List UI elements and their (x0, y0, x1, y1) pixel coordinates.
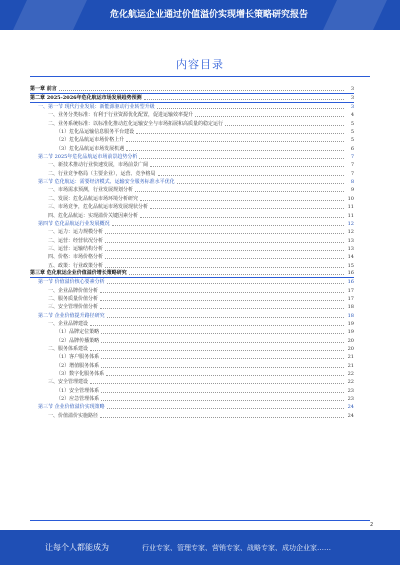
footer-roles: 行业专家、管理专家、营销专家、战略专家、成功企业家…… (142, 544, 331, 552)
toc-entry[interactable] (30, 253, 354, 261)
toc-leader-dots (100, 417, 344, 418)
toc-entry[interactable] (30, 153, 354, 161)
toc-entry-label: 二、运营：经营状况分析 (48, 237, 104, 244)
toc-leader-dots (59, 90, 344, 91)
toc-entry[interactable] (30, 236, 354, 244)
toc-leader-dots (105, 242, 344, 243)
toc-entry-label: 二、发展：危化品航运市场环境分析研究 (48, 195, 139, 202)
toc-entry-label: 一、企业品牌价值分析 (48, 287, 99, 294)
toc-entry-label: 第四节 危化品航运行业发展概况 (38, 220, 110, 227)
toc-entry-page: 9 (350, 187, 354, 194)
toc-entry-page: 24 (347, 412, 354, 419)
toc-entry-label: 二、行业竞争格局（主要企业），运营、竞争格局 (48, 170, 156, 177)
toc-entry[interactable] (30, 228, 354, 236)
toc-leader-dots (105, 250, 344, 251)
toc-entry[interactable] (30, 119, 354, 127)
toc-heading: 内容目录 (176, 58, 224, 71)
page-footer (0, 530, 400, 565)
toc-leader-dots (105, 233, 344, 234)
toc-leader-dots (136, 133, 344, 134)
toc-leader-dots (225, 125, 344, 126)
toc-leader-dots (90, 325, 344, 326)
toc-entry[interactable] (30, 411, 354, 419)
divider (30, 76, 370, 77)
toc-entry-label: （1）安全管理体系 (56, 387, 100, 394)
toc-entry[interactable] (30, 386, 354, 394)
toc-entry-page: 14 (347, 254, 354, 261)
toc-entry[interactable] (30, 395, 354, 403)
toc-entry-label: 三、市场竞争，危化品航运市场发展现状分析 (48, 204, 149, 211)
toc-entry[interactable] (30, 94, 354, 102)
toc-entry-label: 第三章 危化航运企业价值溢价增长策略研究 (30, 269, 127, 276)
toc-leader-dots (112, 225, 344, 226)
toc-entry-label: 四、价格：市场价格分析 (48, 254, 104, 261)
header-decoration (13, 0, 87, 30)
toc-leader-dots (135, 191, 344, 192)
toc-entry-label: （1）客户服务体系 (56, 354, 100, 361)
toc-entry-page: 17 (347, 295, 354, 302)
toc-entry-page: 23 (347, 396, 354, 403)
toc-entry-page: 13 (347, 237, 354, 244)
toc-entry[interactable] (30, 328, 354, 336)
toc-entry[interactable] (30, 128, 354, 136)
toc-entry-label: 二、服务质量价值分析 (48, 295, 99, 302)
toc-leader-dots (100, 292, 344, 293)
toc-leader-dots (101, 392, 344, 393)
toc-entry-label: （1）危化品运输信息服务平台建设 (56, 129, 135, 136)
toc-entry-page: 11 (347, 212, 354, 219)
toc-leader-dots (105, 258, 344, 259)
toc-leader-dots (100, 300, 344, 301)
toc-entry[interactable] (30, 161, 354, 169)
toc-entry-page: 24 (347, 404, 354, 411)
toc-entry-page: 7 (350, 162, 354, 169)
toc-entry-page: 21 (347, 362, 354, 369)
toc-entry-page: 4 (350, 112, 354, 119)
toc-entry-page: 20 (347, 346, 354, 352)
toc-entry[interactable] (30, 320, 354, 328)
toc-entry-label: （1）品牌定位策略 (56, 329, 100, 336)
toc-entry[interactable] (30, 403, 354, 411)
toc-leader-dots (107, 317, 344, 318)
toc-entry[interactable] (30, 245, 354, 253)
toc-entry[interactable] (30, 144, 354, 152)
toc-entry-label: 五、政策：行业政策分析 (48, 262, 104, 269)
toc-entry-label: 第三节 危化航运：需要经济模式、运输安全服务标准水平优化 (38, 179, 175, 186)
toc-entry-page: 3 (350, 104, 354, 111)
toc-entry-label: 一、业务分类标准：有利于行业资源优化配置，促进运输效率提升 (48, 112, 194, 119)
page-header (0, 0, 400, 30)
toc-leader-dots (158, 175, 344, 176)
toc-entry-label: 第三节 企业价值溢价实现策略 (38, 404, 105, 411)
toc-entry-page: 12 (347, 220, 354, 227)
toc-entry[interactable] (30, 370, 354, 378)
toc-entry[interactable] (30, 111, 354, 119)
toc-entry-page: 3 (350, 94, 354, 101)
toc-entry-label: 一、新技术推动行业快速发展，市场前景广阔 (48, 162, 149, 169)
toc-entry-label: 第二章 2025-2026年危化航运市场发展趋势预测 (30, 94, 142, 101)
toc-entry-page: 16 (347, 269, 354, 276)
toc-entry-page: 10 (347, 195, 354, 202)
toc-entry-label: 二、业务系统标准：以标准化推动危化运输安全与市场拓展和高质量的稳定运行 (48, 120, 224, 127)
toc-entry-label: （3）危化品航运市场发展机遇 (56, 145, 125, 152)
toc-entry[interactable] (30, 286, 354, 294)
toc-entry[interactable] (30, 303, 354, 311)
toc-entry-label: （2）增值服务体系 (56, 362, 100, 369)
toc-leader-dots (150, 208, 344, 209)
toc-leader-dots (101, 400, 344, 401)
toc-leader-dots (157, 108, 344, 109)
toc-entry-page: 5 (350, 120, 354, 127)
toc-leader-dots (107, 283, 344, 284)
toc-leader-dots (126, 150, 344, 151)
toc-entry-page: 5 (350, 129, 354, 136)
toc-entry-page: 13 (347, 245, 354, 252)
toc-entry-page: 3 (350, 86, 354, 93)
toc-entry[interactable] (30, 211, 354, 219)
toc-leader-dots (140, 200, 344, 201)
toc-entry-page: 7 (350, 170, 354, 177)
toc-entry-page: 19 (347, 320, 354, 327)
report-title: 危化航运企业通过价值溢价实现增长策略研究报告 (110, 10, 309, 20)
table-of-contents (30, 86, 354, 420)
toc-leader-dots (105, 267, 344, 268)
toc-leader-dots (195, 116, 344, 117)
toc-entry[interactable] (30, 136, 354, 144)
toc-entry[interactable] (30, 194, 354, 202)
toc-leader-dots (101, 367, 344, 368)
toc-entry-page: 17 (347, 287, 354, 294)
toc-entry-page: 16 (347, 279, 354, 286)
toc-entry-page: 23 (347, 387, 354, 394)
toc-entry-page: 20 (347, 337, 354, 344)
toc-entry-page: 8 (350, 179, 354, 186)
toc-entry-page: 7 (350, 154, 354, 161)
toc-entry[interactable] (30, 278, 354, 286)
toc-entry-label: （2）品牌传播策略 (56, 337, 100, 344)
toc-leader-dots (101, 342, 344, 343)
toc-entry[interactable] (30, 178, 354, 186)
toc-entry[interactable] (30, 378, 354, 386)
toc-entry[interactable] (30, 169, 354, 177)
toc-entry[interactable] (30, 186, 354, 194)
toc-entry-label: （3）数字化服务体系 (56, 371, 105, 378)
toc-entry[interactable] (30, 203, 354, 211)
toc-leader-dots (100, 308, 344, 309)
toc-entry-label: 一、价值溢价实施路径 (48, 412, 99, 419)
toc-entry[interactable] (30, 345, 354, 353)
toc-entry[interactable] (30, 270, 354, 278)
toc-leader-dots (144, 99, 344, 100)
toc-leader-dots (150, 166, 344, 167)
toc-leader-dots (90, 350, 344, 351)
toc-entry-label: 第一节 价值溢价核心要素分析 (38, 279, 105, 286)
toc-entry[interactable] (30, 103, 354, 111)
toc-entry-label: 三、运营：运输结构分析 (48, 245, 104, 252)
toc-entry-label: （2）危化品航运市场价格上升 (56, 137, 125, 144)
toc-entry-page: 5 (350, 137, 354, 144)
toc-entry-label: 三、安全管理建设 (48, 379, 89, 386)
toc-entry-page: 22 (347, 371, 354, 378)
toc-entry-page: 19 (347, 329, 354, 336)
toc-entry-label: 第二节 2025年危化品航运市场前景趋势分析 (38, 154, 138, 161)
toc-entry[interactable] (30, 295, 354, 303)
page-number: 2 (370, 522, 374, 528)
toc-entry-label: 第一章 前言 (30, 86, 57, 93)
toc-leader-dots (101, 358, 344, 359)
toc-entry-page: 18 (347, 312, 354, 319)
toc-entry-label: 二、服务体系建设 (48, 346, 89, 352)
toc-entry-label: 第二节 企业价值提升路径研究 (38, 312, 105, 319)
toc-entry[interactable] (30, 220, 354, 228)
toc-leader-dots (140, 217, 344, 218)
toc-entry-page: 18 (347, 304, 354, 311)
toc-entry-label: 四、危化品航运：实现溢价关键因素分析 (48, 212, 139, 219)
toc-entry-label: 一、运力：运力规模分析 (48, 229, 104, 236)
footer-slogan: 让每个人都能成为 (45, 543, 109, 552)
toc-entry-label: 一、市场需求预测，行业发展规划分析 (48, 187, 134, 194)
toc-entry[interactable] (30, 336, 354, 344)
toc-leader-dots (177, 183, 344, 184)
toc-entry[interactable] (30, 361, 354, 369)
toc-entry-label: 三、安全管理价值分析 (48, 304, 99, 311)
toc-leader-dots (107, 408, 344, 409)
toc-leader-dots (139, 158, 344, 159)
toc-entry-page: 15 (347, 262, 354, 269)
toc-entry-label: （2）应急管理体系 (56, 396, 100, 403)
toc-entry-label: 一、企业品牌建设 (48, 320, 89, 327)
toc-entry[interactable] (30, 353, 354, 361)
toc-entry-page: 22 (347, 379, 354, 386)
divider (30, 520, 370, 521)
toc-entry-page: 21 (347, 354, 354, 361)
toc-entry-page: 12 (347, 229, 354, 236)
toc-entry-page: 11 (347, 204, 354, 211)
toc-leader-dots (90, 383, 344, 384)
toc-leader-dots (101, 333, 344, 334)
toc-entry-page: 6 (350, 145, 354, 152)
toc-entry[interactable] (30, 311, 354, 319)
toc-leader-dots (106, 375, 344, 376)
toc-leader-dots (129, 274, 344, 275)
toc-entry-label: 一、第一节 现代行业发展：新能源驱动行业转型升级 (38, 104, 155, 111)
toc-leader-dots (126, 141, 344, 142)
